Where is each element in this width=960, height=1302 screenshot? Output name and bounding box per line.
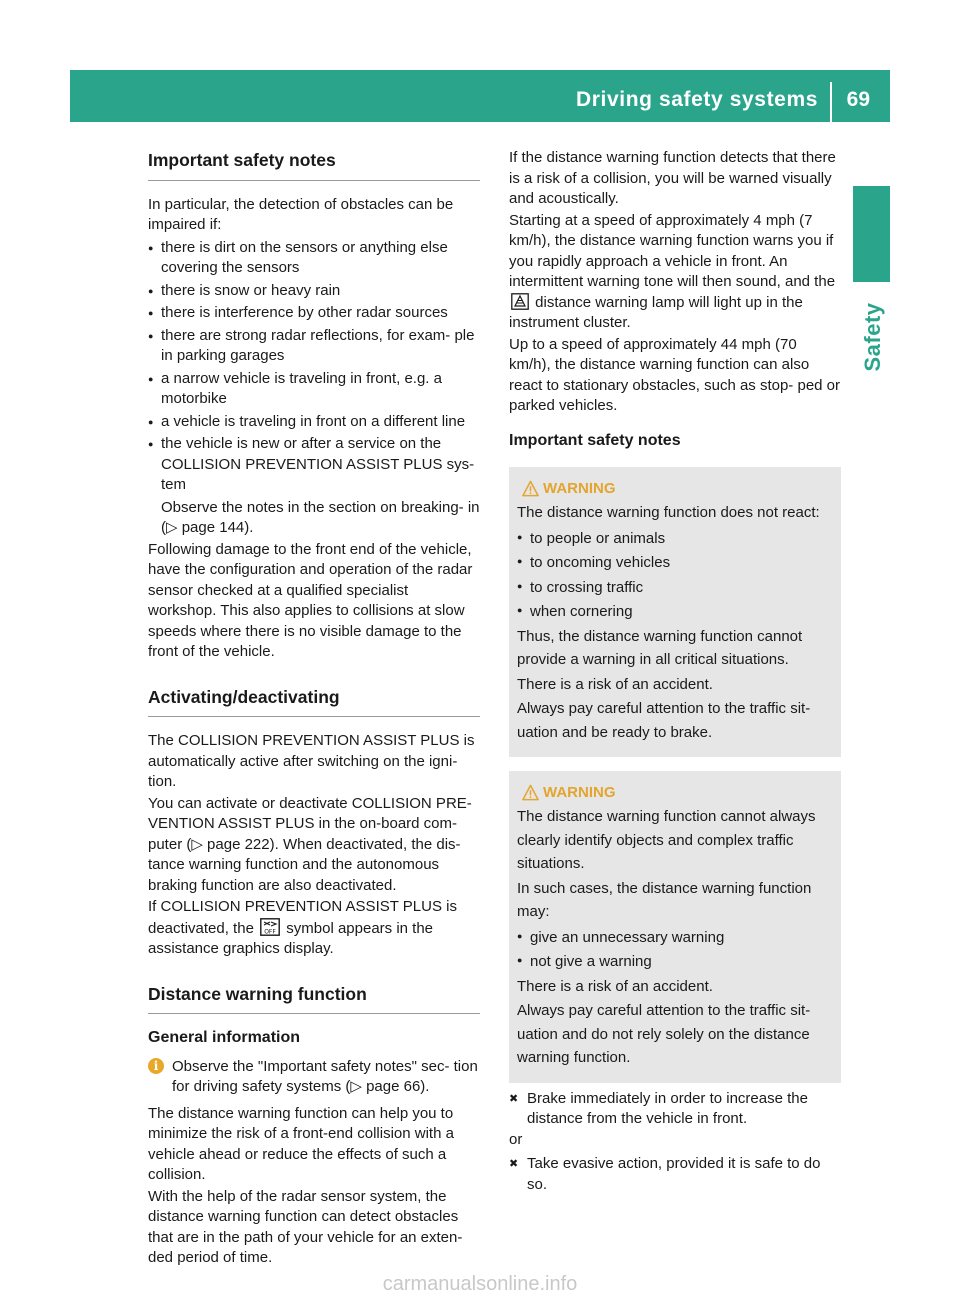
right-column	[509, 148, 841, 1195]
heading-distance-warning-function: Distance warning function	[148, 984, 480, 1015]
warning-text: There is a risk of an accident.	[517, 675, 713, 693]
warning-heading: WARNING	[517, 781, 833, 805]
warning-text: In such cases, the distance warning function may:	[517, 879, 812, 920]
warning-text: The distance warning function cannot always clearly identify objects and complex traffic situations.	[517, 808, 816, 872]
section-title: Driving safety systems	[576, 88, 818, 111]
activation-paragraph-1: The COLLISION PREVENTION ASSIST PLUS is automatically active after switching on the igni- tion.	[148, 732, 475, 790]
warning-text: Always pay careful attention to the traffic sit- uation and be ready to brake.	[517, 700, 811, 741]
warning-box-2	[509, 771, 841, 1083]
side-tab-marker	[853, 186, 890, 282]
warning-list	[517, 926, 833, 974]
instruction-step: ✖ Brake immediately in order to increase the distance from the vehicle in front.	[509, 1089, 841, 1130]
damage-paragraph: Following damage to the front end of the vehicle, have the configuration and operation of the radar sensor checked at a qualified specialist workshop. This also applies to collisions at slow speeds where there is no visible damage to the front of the vehicle.	[148, 540, 473, 660]
speed-4mph-paragraph: Starting at a speed of approximately 4 mph (7 km/h), the distance warning function warns you if you rapidly approach a vehicle in front. An intermittent warning tone will then sound, and the distance warning lamp will light up in the instrument cluster.	[509, 211, 836, 331]
heading-important-safety-notes-2: Important safety notes	[509, 431, 681, 449]
list-item: ● there is snow or heavy rain	[148, 281, 480, 302]
warning-box-1	[509, 467, 841, 757]
collision-prevention-off-icon	[260, 918, 280, 936]
warning-heading: WARNING	[517, 477, 833, 501]
warning-text: Always pay careful attention to the traffic sit- uation and do not rely solely on the distance warning function.	[517, 1002, 811, 1066]
instruction-step: ✖ Take evasive action, provided it is safe to do so.	[509, 1154, 841, 1195]
info-icon: i	[148, 1058, 164, 1074]
warning-text: The distance warning function does not react:	[517, 504, 820, 521]
warning-text: Thus, the distance warning function cannot provide a warning in all critical situations.	[517, 627, 803, 668]
general-paragraph-1: The distance warning function can help you to minimize the risk of a front-end collision with a vehicle ahead or reduce the effects of such a collision.	[148, 1104, 454, 1183]
activation-paragraph-2: You can activate or deactivate COLLISION PRE- VENTION ASSIST PLUS in the on-board com- puter (▷ page 222). When deactivated, the dis- tance warning function and the autonomous braking function are also deactivated.	[148, 794, 472, 894]
svg-text:OFF: OFF	[264, 928, 276, 935]
heading-activating-deactivating: Activating/deactivating	[148, 687, 480, 718]
warning-detect-paragraph: If the distance warning function detects that there is a risk of a collision, you will be warned visually and acoustically.	[509, 149, 836, 207]
warning-triangle-icon	[522, 480, 539, 497]
obstacle-impairment-list	[148, 238, 480, 496]
header-bar	[70, 70, 890, 122]
page-number: 69	[846, 88, 870, 111]
list-item: ● when cornering	[517, 600, 833, 624]
observe-breaking-in-note: Observe the notes in the section on breaking- in (▷ page 144).	[161, 498, 480, 536]
header-divider	[830, 82, 832, 122]
intro-text: In particular, the detection of obstacles can be impaired if:	[148, 195, 454, 233]
list-item: ● to crossing traffic	[517, 576, 833, 600]
info-note: i Observe the "Important safety notes" sec- tion for driving safety systems (▷ page 66).	[148, 1057, 480, 1098]
list-item: ● give an unnecessary warning	[517, 926, 833, 950]
warning-text: There is a risk of an accident.	[517, 977, 713, 995]
list-item: ● there is interference by other radar sources	[148, 303, 480, 324]
list-item: ● to people or animals	[517, 527, 833, 551]
list-item: ● there is dirt on the sensors or anything else covering the sensors	[148, 238, 480, 279]
activation-paragraph-3: If COLLISION PREVENTION ASSIST PLUS is deactivated, the OFF symbol appears in the assistance graphics display.	[148, 898, 457, 957]
general-paragraph-2: With the help of the radar sensor system, the distance warning function can detect obstacles that are in the path of your vehicle for an exten- ded period of time.	[148, 1187, 463, 1266]
list-item: ● there are strong radar reflections, for exam- ple in parking garages	[148, 326, 480, 367]
or-text: or	[509, 1130, 523, 1148]
warning-list	[517, 527, 833, 624]
footer-watermark: carmanualsonline.info	[382, 1273, 578, 1295]
heading-general-information: General information	[148, 1029, 301, 1046]
list-item: ● to oncoming vehicles	[517, 551, 833, 575]
heading-important-safety-notes: Important safety notes	[148, 150, 480, 181]
distance-warning-lamp-icon	[511, 293, 529, 310]
speed-44mph-paragraph: Up to a speed of approximately 44 mph (70 km/h), the distance warning function can also react to stationary obstacles, such as stop- ped or parked vehicles.	[509, 335, 841, 414]
list-item: ● a narrow vehicle is traveling in front, e.g. a motorbike	[148, 369, 480, 410]
list-item: ● a vehicle is traveling in front on a different line	[148, 412, 480, 433]
warning-triangle-icon	[522, 784, 539, 801]
list-item: ● not give a warning	[517, 950, 833, 974]
side-tab-label: Safety	[860, 302, 885, 372]
left-column	[148, 148, 480, 1270]
list-item: ● the vehicle is new or after a service on the COLLISION PREVENTION ASSIST PLUS sys- tem	[148, 434, 480, 496]
